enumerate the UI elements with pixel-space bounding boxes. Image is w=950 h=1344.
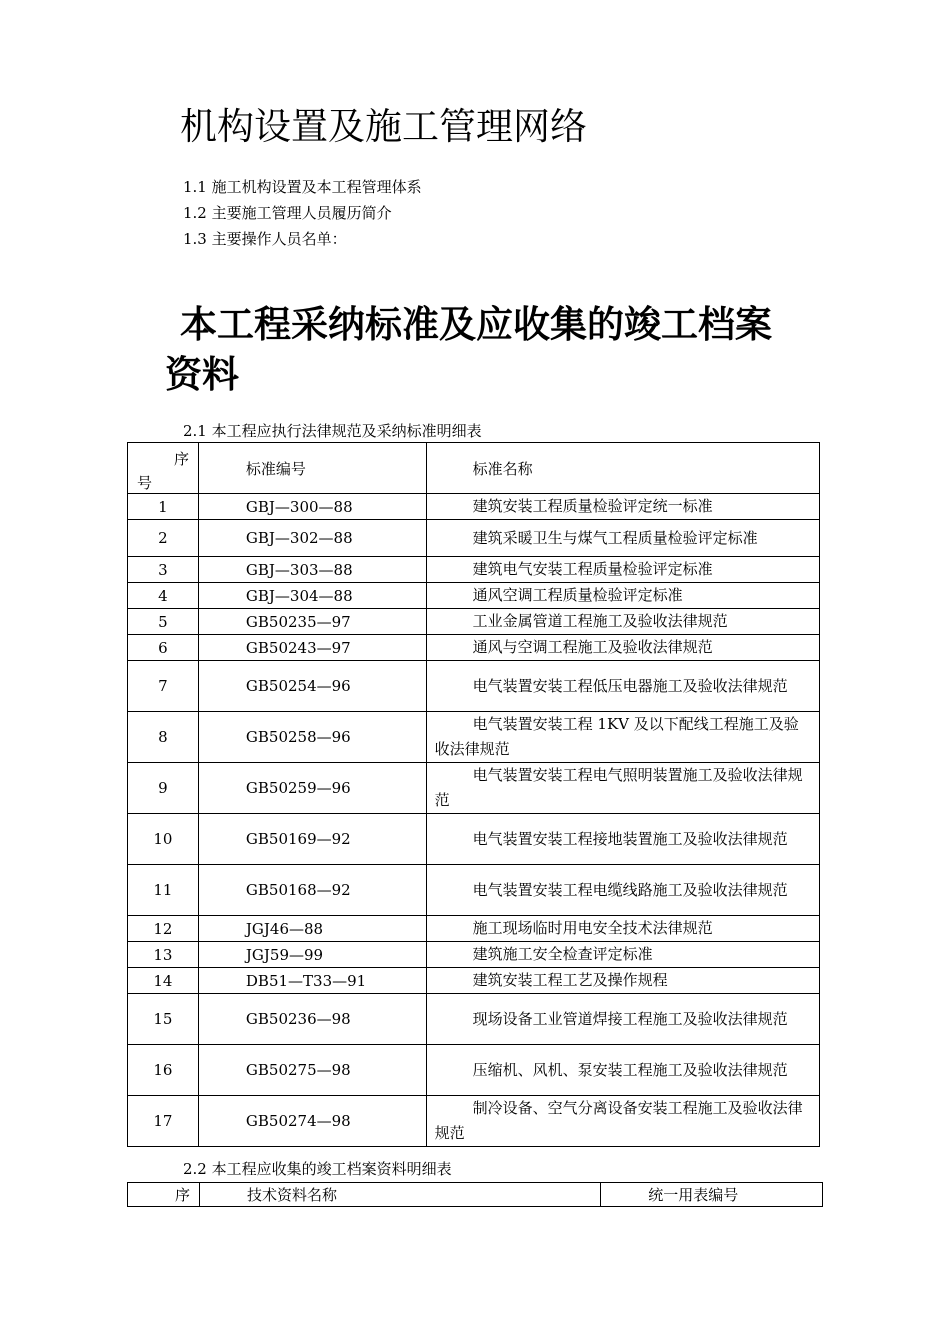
standard-name: 建筑采暖卫生与煤气工程质量检验评定标准 xyxy=(426,520,819,557)
section1-item-list xyxy=(183,174,422,252)
table2-caption: 2.2 本工程应收集的竣工档案资料明细表 xyxy=(183,1160,452,1178)
standard-code: GBJ—304—88 xyxy=(198,583,426,609)
header-name: 标准名称 xyxy=(426,443,819,494)
header-code: 标准编号 xyxy=(198,443,426,494)
header-seq xyxy=(128,443,199,494)
table-row xyxy=(128,661,820,712)
header-seq-bottom: 号 xyxy=(137,474,153,492)
standards-table xyxy=(127,442,820,1147)
standard-name: 制冷设备、空气分离设备安装工程施工及验收法律规范 xyxy=(426,1096,819,1147)
row-number: 5 xyxy=(128,609,199,635)
table1-caption: 2.1 本工程应执行法律规范及采纳标准明细表 xyxy=(183,422,482,440)
standard-code: GB50236—98 xyxy=(198,994,426,1045)
standard-name: 建筑电气安装工程质量检验评定标准 xyxy=(426,557,819,583)
row-number: 10 xyxy=(128,814,199,865)
standard-name: 电气装置安装工程电气照明装置施工及验收法律规范 xyxy=(426,763,819,814)
standards-table-header xyxy=(128,443,820,494)
row-number: 11 xyxy=(128,865,199,916)
row-number: 13 xyxy=(128,942,199,968)
row-number: 7 xyxy=(128,661,199,712)
standard-code: GB50243—97 xyxy=(198,635,426,661)
table-row xyxy=(128,942,820,968)
row-number: 8 xyxy=(128,712,199,763)
header-form-no: 统一用表编号 xyxy=(601,1183,823,1207)
row-number: 4 xyxy=(128,583,199,609)
table-row xyxy=(128,865,820,916)
row-number: 14 xyxy=(128,968,199,994)
standard-code: GB50254—96 xyxy=(198,661,426,712)
standard-code: GBJ—302—88 xyxy=(198,520,426,557)
table-row xyxy=(128,814,820,865)
table-row xyxy=(128,557,820,583)
row-number: 1 xyxy=(128,494,199,520)
section1-item: 1.2 主要施工管理人员履历简介 xyxy=(183,204,392,222)
standard-code: GB50274—98 xyxy=(198,1096,426,1147)
section1-item: 1.1 施工机构设置及本工程管理体系 xyxy=(183,178,422,196)
standard-code: JGJ59—99 xyxy=(198,942,426,968)
table-row xyxy=(128,609,820,635)
standard-code: GB50275—98 xyxy=(198,1045,426,1096)
standard-code: GB50235—97 xyxy=(198,609,426,635)
archives-table-header xyxy=(128,1183,823,1207)
standard-code: GB50169—92 xyxy=(198,814,426,865)
table-row xyxy=(128,763,820,814)
row-number: 16 xyxy=(128,1045,199,1096)
standard-name: 电气装置安装工程电缆线路施工及验收法律规范 xyxy=(426,865,819,916)
table-row xyxy=(128,994,820,1045)
table-row xyxy=(128,1096,820,1147)
standard-name: 工业金属管道工程施工及验收法律规范 xyxy=(426,609,819,635)
standard-name: 电气装置安装工程低压电器施工及验收法律规范 xyxy=(426,661,819,712)
standard-code: GBJ—300—88 xyxy=(198,494,426,520)
table-row xyxy=(128,520,820,557)
row-number: 6 xyxy=(128,635,199,661)
table-row xyxy=(128,494,820,520)
standard-name: 压缩机、风机、泵安装工程施工及验收法律规范 xyxy=(426,1045,819,1096)
archives-table xyxy=(127,1182,823,1207)
standard-code: GB50258—96 xyxy=(198,712,426,763)
table-row xyxy=(128,712,820,763)
row-number: 9 xyxy=(128,763,199,814)
standard-name: 建筑施工安全检查评定标准 xyxy=(426,942,819,968)
standard-name: 电气装置安装工程接地装置施工及验收法律规范 xyxy=(426,814,819,865)
standard-name: 建筑安装工程质量检验评定统一标准 xyxy=(426,494,819,520)
table-row xyxy=(128,916,820,942)
row-number: 15 xyxy=(128,994,199,1045)
table-row xyxy=(128,1045,820,1096)
table-row xyxy=(128,583,820,609)
standard-code: DB51—T33—91 xyxy=(198,968,426,994)
row-number: 12 xyxy=(128,916,199,942)
row-number: 3 xyxy=(128,557,199,583)
standard-name: 电气装置安装工程 1KV 及以下配线工程施工及验收法律规范 xyxy=(426,712,819,763)
table-row xyxy=(128,635,820,661)
standard-code: GB50259—96 xyxy=(198,763,426,814)
row-number: 17 xyxy=(128,1096,199,1147)
table-row xyxy=(128,968,820,994)
standard-code: JGJ46—88 xyxy=(198,916,426,942)
standard-name: 通风与空调工程施工及验收法律规范 xyxy=(426,635,819,661)
standard-name: 施工现场临时用电安全技术法律规范 xyxy=(426,916,819,942)
section1-title: 机构设置及施工管理网络 xyxy=(180,105,587,148)
header-seq-top: 序 xyxy=(174,450,190,468)
standard-code: GBJ—303—88 xyxy=(198,557,426,583)
row-number: 2 xyxy=(128,520,199,557)
section1-item: 1.3 主要操作人员名单： xyxy=(183,230,347,248)
standard-name: 建筑安装工程工艺及操作规程 xyxy=(426,968,819,994)
standard-name: 通风空调工程质量检验评定标准 xyxy=(426,583,819,609)
section2-title: 本工程采纳标准及应收集的竣工档案资料 xyxy=(165,303,772,396)
header-doc-name: 技术资料名称 xyxy=(199,1183,600,1207)
header-seq: 序 xyxy=(128,1183,200,1207)
standard-name: 现场设备工业管道焊接工程施工及验收法律规范 xyxy=(426,994,819,1045)
standard-code: GB50168—92 xyxy=(198,865,426,916)
